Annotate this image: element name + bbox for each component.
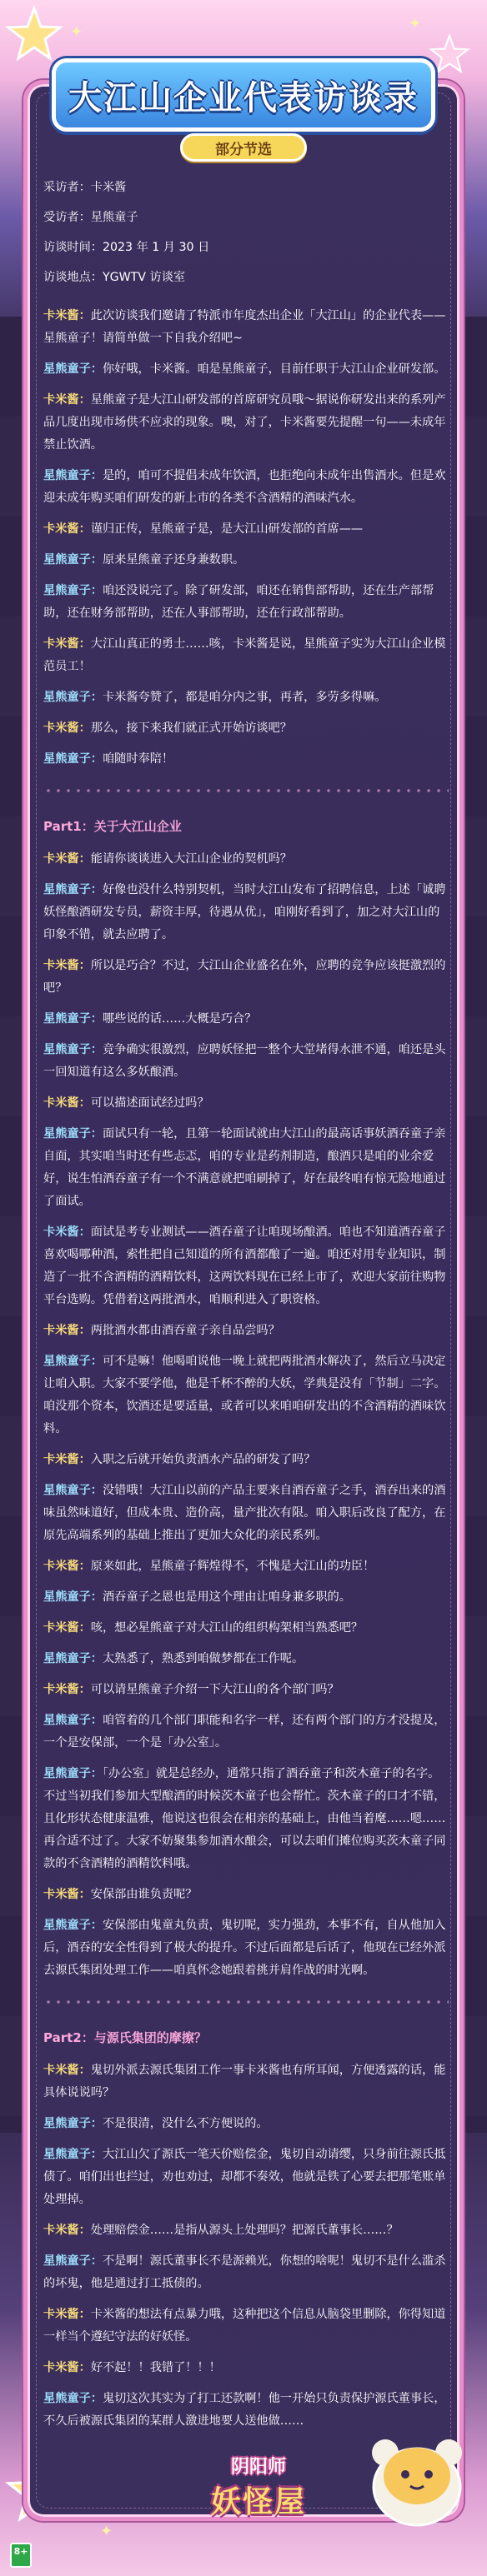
speaker-name: 星熊童子： xyxy=(43,1012,103,1026)
dialogue-line xyxy=(43,2357,449,2379)
dialogue-text: 咱随时奉陪！ xyxy=(102,752,174,766)
speaker-name: 卡米酱： xyxy=(43,1621,91,1635)
dialogue-line xyxy=(43,1679,449,1701)
speaker-name: 卡米酱： xyxy=(43,1324,91,1337)
dialogue-line xyxy=(43,955,449,1000)
dialogue-text: 原来如此，星熊童子辉煌得不，不愧是大江山的功臣！ xyxy=(90,1560,375,1573)
dialogue-line xyxy=(43,848,449,871)
dialogue-line xyxy=(43,1710,449,1755)
speaker-name: 星熊童子： xyxy=(43,553,103,567)
speaker-name: 星熊童子： xyxy=(43,1127,103,1141)
speaker-name: 卡米酱： xyxy=(43,852,91,866)
dialogue-text: 此次访谈我们邀请了特派市年度杰出企业「大江山」的企业代表——星熊童子！请简单做一下自我介绍吧~ xyxy=(43,309,446,345)
dialogue-line xyxy=(43,2113,449,2135)
dialogue-line xyxy=(43,2144,449,2211)
page-title: 大江山企业代表访谈录 xyxy=(68,78,419,117)
dialogue-line xyxy=(43,1480,449,1547)
speaker-name: 卡米酱： xyxy=(43,1560,91,1573)
dialogue-line xyxy=(43,580,449,625)
dialogue-text: 太熟悉了，熟悉到咱做梦都在工作呢。 xyxy=(102,1652,304,1665)
dialogue-text: 竞争确实很激烈，应聘妖怪把一整个大堂堵得水泄不通，咱还是头一回知道有这么多妖酿酒。 xyxy=(43,1043,446,1079)
dialogue-line xyxy=(43,1884,449,1906)
speaker-name: 卡米酱： xyxy=(43,2224,91,2237)
dialogue-text: 卡米酱夸赞了，都是咱分内之事，再者，多劳多得嘛。 xyxy=(102,691,387,704)
star-decoration-icon xyxy=(429,33,470,75)
dialogue-text: 卡米酱的想法有点暴力哦，这种把这个信息从脑袋里删除，你得知道一样当个遵纪守法的好妖怪。 xyxy=(43,2308,446,2344)
dialogue-text: 你好哦，卡米酱。咱是星熊童子，目前任职于大江山企业研发部。 xyxy=(102,362,446,376)
dialogue-line xyxy=(43,1915,449,1982)
dialogue-text: 处理赔偿金……是指从源头上处理吗？把源氏董事长……？ xyxy=(90,2224,399,2237)
dialogue-text: 所以是巧合？不过，大江山企业盛名在外，应聘的竞争应该挺激烈的吧？ xyxy=(43,959,446,995)
dialogue-text: 酒吞童子之恩也是用这个理由让咱身兼多职的。 xyxy=(102,1590,351,1604)
dialogue-line xyxy=(43,717,449,740)
meta-block xyxy=(43,177,449,289)
dialogue-text: 不是很清，没什么不方便说的。 xyxy=(102,2117,269,2130)
speaker-name: 星熊童子： xyxy=(43,1767,103,1780)
speaker-name: 星熊童子： xyxy=(43,362,103,376)
dialogue-line xyxy=(43,1617,449,1640)
section-heading-part1: Part1：关于大江山企业 xyxy=(43,819,182,834)
mascot-bear-icon xyxy=(359,2408,475,2533)
title-banner xyxy=(52,58,435,132)
speaker-name: 星熊童子： xyxy=(43,1484,103,1497)
speaker-name: 星熊童子： xyxy=(43,2254,103,2268)
speaker-name: 星熊童子： xyxy=(43,1714,103,1727)
dialogue-line xyxy=(43,389,449,457)
speaker-name: 卡米酱： xyxy=(43,1226,91,1239)
dialogue-text: 好不起！！我错了！！！ xyxy=(90,2361,221,2374)
dialogue-text: 咱还没说完了。除了研发部，咱还在销售部帮助，还在生产部帮助，还在财务部帮助，还在人事部帮助，还在行政部帮助。 xyxy=(43,584,434,620)
dialogue-text: 哪些说的话……大概是巧合？ xyxy=(102,1012,257,1026)
speaker-name: 星熊童子： xyxy=(43,883,103,896)
dialogue-line xyxy=(43,1039,449,1084)
dialogue-text: 原来星熊童子还身兼数职。 xyxy=(102,553,245,567)
dialogue-text: 鬼切这次其实为了打工还款啊！他一开始只负责保护源氏董事长，不久后被源氏集团的某群人激进地要人送他做…… xyxy=(43,2392,446,2428)
dialogue-text: 星熊童子是大江山研发部的首席研究员哦～据说你研发出来的系列产品几度出现市场供不应求的现象。噢，对了，卡米酱要先提醒一句——未成年禁止饮酒。 xyxy=(43,393,446,452)
speaker-name: 星熊童子： xyxy=(43,469,103,482)
dialogue-text: 面试只有一轮，且第一轮面试就由大江山的最高话事妖酒吞童子亲自面，其实咱当时还有些忐忑，咱的专业是药剂制造，酿酒只是咱的业余爱好，说生怕酒吞童子有一个不满意就把咱刷掉了，好在最终咱有惊无险地通过了面试。 xyxy=(43,1127,446,1208)
section-heading-part2: Part2：与源氏集团的摩擦？ xyxy=(43,2030,207,2045)
speaker-name: 星熊童子： xyxy=(43,1590,103,1604)
star-decoration-icon xyxy=(5,5,63,63)
dialogue-line xyxy=(43,549,449,572)
dialogue-line xyxy=(43,1350,449,1440)
meta-value: 2023 年 1 月 30 日 xyxy=(102,241,210,254)
dialogue-text: 安保部由鬼童丸负责，鬼切呢，实力强劲，本事不有，自从他加入后，酒吞的安全性得到了极大的提升。不过后面都是后话了，他现在已经外派去源氏集团处理工作——咱真怀念她跟着挑并肩作战的时光啊。 xyxy=(43,1919,446,1977)
meta-interviewee xyxy=(43,207,449,229)
dialogue-line xyxy=(43,2219,449,2242)
sparkle-icon: ✦ xyxy=(409,15,422,32)
speaker-name: 卡米酱： xyxy=(43,959,91,972)
dialogue-text: 「办公室」就是总经办，通常只指了酒吞童子和茨木童子的名字。不过当初我们参加大型酿酒的时候茨木童子也会帮忙。茨木童子的口才不错，且化形状态健康温雅，他说这也很会在相亲的基础上，由他当着麾……嗯……再合适不过了。大家不妨聚集参加酒水酿会，可以去咱们摊位购买茨木童子同款的不含酒精的酒精饮料哦。 xyxy=(43,1767,446,1870)
speaker-name: 星熊童子： xyxy=(43,2392,103,2405)
speaker-name: 星熊童子： xyxy=(43,1043,103,1056)
dialogue-line xyxy=(43,518,449,541)
meta-interviewer xyxy=(43,177,449,199)
dialogue-line xyxy=(43,2304,449,2349)
dialogue-text: 可以描述面试经过吗？ xyxy=(90,1096,209,1110)
speaker-name: 星熊童子： xyxy=(43,584,103,597)
dialogue-line xyxy=(43,879,449,946)
dialogue-line xyxy=(43,465,449,510)
dialogue-line xyxy=(43,1092,449,1115)
subtitle: 部分节选 xyxy=(215,141,272,158)
speaker-name: 星熊童子： xyxy=(43,691,103,704)
part2-dialogue xyxy=(43,2059,449,2433)
dialogue-line xyxy=(43,1586,449,1609)
dialogue-line xyxy=(43,1763,449,1875)
speaker-name: 卡米酱： xyxy=(43,1888,91,1901)
speaker-name: 星熊童子： xyxy=(43,2117,103,2130)
dialogue-text: 咳，想必星熊童子对大江山的组织构架相当熟悉吧？ xyxy=(90,1621,364,1635)
dialogue-text: 可以请星熊童子介绍一下大江山的各个部门吗？ xyxy=(90,1683,339,1696)
sparkle-icon: ✦ xyxy=(70,23,83,41)
intro-dialogue xyxy=(43,305,449,771)
dialogue-line xyxy=(43,2059,449,2104)
speaker-name: 卡米酱： xyxy=(43,1453,91,1466)
age-rating-badge: 8+ xyxy=(10,2543,32,2568)
speaker-name: 卡米酱： xyxy=(43,309,91,322)
meta-location xyxy=(43,267,449,289)
meta-time xyxy=(43,237,449,259)
meta-value: 卡米酱 xyxy=(90,181,127,194)
dialogue-text: 不是啊！源氏董事长不是源赖光，你想的啥呢！鬼切不是什么滥杀的坏鬼，他是通过打工抵债的。 xyxy=(43,2254,446,2290)
part1-dialogue xyxy=(43,848,449,1982)
dialogue-text: 入职之后就开始负责酒水产品的研发了吗？ xyxy=(90,1453,316,1466)
divider xyxy=(43,1994,449,2010)
dialogue-text: 没错哦！大江山以前的产品主要来自酒吞童子之手，酒吞出来的酒味虽然味道好，但成本贵、造价高，量产批次有限。咱入职后改良了配方，在原先高端系列的基础上推出了更加大众化的亲民系列。 xyxy=(43,1484,446,1542)
speaker-name: 星熊童子： xyxy=(43,1355,103,1368)
dialogue-line xyxy=(43,1449,449,1471)
speaker-name: 卡米酱： xyxy=(43,2064,91,2077)
dialogue-text: 可不是嘛！他喝咱说他一晚上就把两批酒水解决了，然后立马决定让咱入职。大家不要学他，他是千杯不醉的大妖，学典是没有「节制」二字。咱没那个资本，饮酒还是要适量，或者可以来咱咱研发出的不含酒精的酒味饮料。 xyxy=(43,1355,446,1435)
meta-value: YGWTV 访谈室 xyxy=(102,271,186,284)
dialogue-text: 两批酒水都由酒吞童子亲自品尝吗？ xyxy=(90,1324,280,1337)
meta-label: 受访者： xyxy=(43,211,91,224)
dialogue-text: 鬼切外派去源氏集团工作一事卡米酱也有所耳闻，方便透露的话，能具体说说吗？ xyxy=(43,2064,446,2099)
subtitle-badge xyxy=(180,133,307,162)
dialogue-line xyxy=(43,748,449,771)
divider xyxy=(43,782,449,799)
dialogue-text: 大江山真正的勇士……咳，卡米酱是说，星熊童子实为大江山企业模范员工！ xyxy=(43,637,446,673)
speaker-name: 卡米酱： xyxy=(43,2361,91,2374)
dialogue-line xyxy=(43,1555,449,1578)
speaker-name: 卡米酱： xyxy=(43,721,91,735)
meta-label: 访谈时间： xyxy=(43,241,103,254)
speaker-name: 星熊童子： xyxy=(43,1652,103,1665)
dialogue-line xyxy=(43,1008,449,1031)
dialogue-line xyxy=(43,1221,449,1311)
speaker-name: 星熊童子： xyxy=(43,2148,103,2161)
logo-line2: 妖怪屋 xyxy=(210,2485,306,2519)
speaker-name: 星熊童子： xyxy=(43,752,103,766)
speaker-name: 卡米酱： xyxy=(43,1096,91,1110)
speaker-name: 卡米酱： xyxy=(43,637,91,651)
dialogue-text: 面试是考专业测试——酒吞童子让咱现场酿酒。咱也不知道酒吞童子喜欢喝哪种酒，索性把自己知道的所有酒都酿了一遍。咱还对用专业知识，制造了一批不含酒精的酒精饮料，这两饮料现在已经上市了，欢迎大家前往购物平台选购。凭借着这两批酒水，咱顺利进入了职资格。 xyxy=(43,1226,446,1306)
game-logo xyxy=(167,2441,350,2533)
speaker-name: 卡米酱： xyxy=(43,1683,91,1696)
logo-line1: 阴阳师 xyxy=(230,2457,286,2478)
dialogue-line xyxy=(43,686,449,709)
interview-content xyxy=(43,177,449,2441)
dialogue-text: 是的，咱可不提倡未成年饮酒，也拒绝向未成年出售酒水。但是欢迎未成年购买咱们研发的新上市的各类不含酒精的酒味汽水。 xyxy=(43,469,446,505)
dialogue-text: 大江山欠了源氏一笔天价赔偿金，鬼切自动请缨，只身前往源氏抵债了。咱们出也拦过，劝也劝过，却都不奏效，他就是铁了心要去把那笔账单处理掉。 xyxy=(43,2148,446,2206)
speaker-name: 星熊童子： xyxy=(43,1919,103,1932)
dialogue-line xyxy=(43,1320,449,1342)
meta-label: 采访者： xyxy=(43,181,91,194)
meta-value: 星熊童子 xyxy=(90,211,138,224)
sparkle-icon: ✦ xyxy=(100,2523,113,2540)
dialogue-text: 好像也没什么特别契机，当时大江山发布了招聘信息，上述「诚聘妖怪酿酒研发专员，薪资丰厚，待遇从优」，咱刚好看到了，加之对大江山的印象不错，就去应聘了。 xyxy=(43,883,446,941)
speaker-name: 卡米酱： xyxy=(43,393,91,407)
dialogue-line xyxy=(43,633,449,678)
meta-label: 访谈地点： xyxy=(43,271,103,284)
dialogue-text: 咱管着的几个部门职能和名字一样，还有两个部门的方才没提及，一个是安保部，一个是「办公室」。 xyxy=(43,1714,446,1750)
speaker-name: 卡米酱： xyxy=(43,522,91,536)
dialogue-line xyxy=(43,358,449,381)
dialogue-line xyxy=(43,305,449,350)
dialogue-text: 安保部由谁负责呢？ xyxy=(90,1888,198,1901)
speaker-name: 卡米酱： xyxy=(43,2308,91,2321)
dialogue-line xyxy=(43,2250,449,2295)
dialogue-text: 那么，接下来我们就正式开始访谈吧？ xyxy=(90,721,292,735)
dialogue-text: 能请你谈谈进入大江山企业的契机吗？ xyxy=(90,852,292,866)
dialogue-line xyxy=(43,1648,449,1670)
dialogue-line xyxy=(43,1123,449,1213)
dialogue-text: 谨归正传，星熊童子是，是大江山研发部的首席—— xyxy=(90,522,364,536)
